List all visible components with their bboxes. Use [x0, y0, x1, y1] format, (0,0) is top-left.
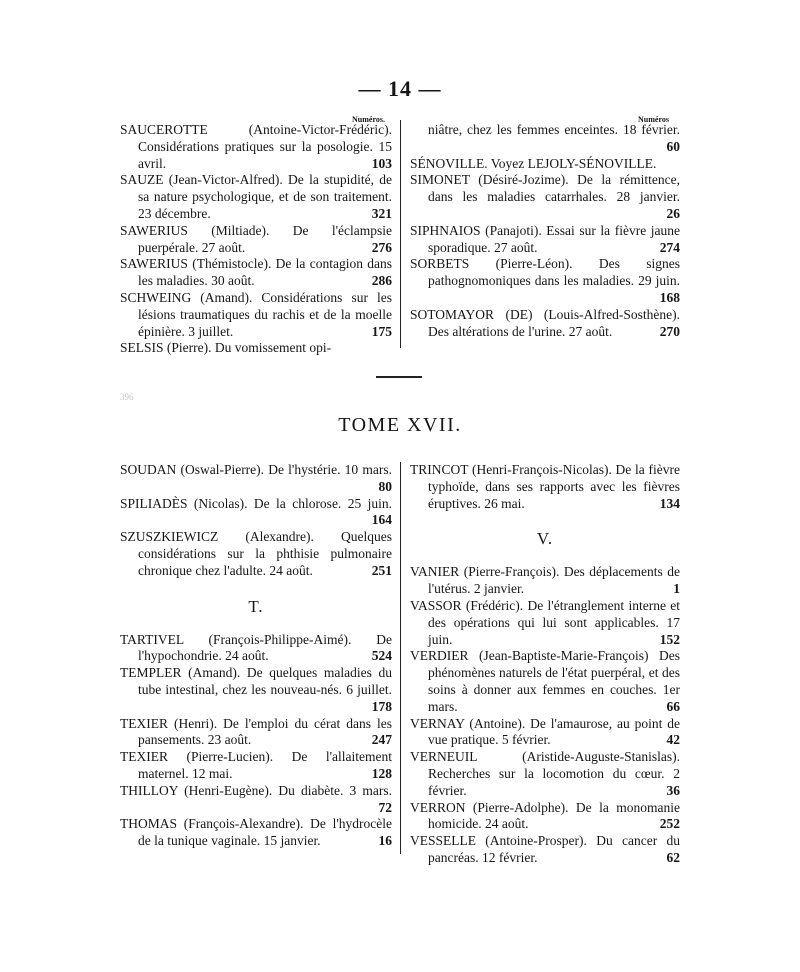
index-entry — [410, 833, 680, 867]
entry-text: TARTIVEL (François-Philippe-Aimé). De l'hypochondrie. 24 août. — [120, 631, 392, 664]
index-entry — [410, 598, 680, 648]
index-entry — [410, 462, 680, 512]
entry-text: TEXIER (Henri). De l'emploi du cérat dans les pansements. 23 août. — [120, 715, 392, 748]
index-entry — [410, 156, 680, 173]
entry-number: 524 — [371, 648, 392, 664]
entry-number: 42 — [666, 732, 680, 748]
entry-number: 36 — [666, 782, 680, 798]
entry-text: VESSELLE (Antoine-Prosper). Du cancer du pancréas. 12 février. — [410, 833, 680, 865]
index-entry — [120, 340, 392, 357]
entry-number: 168 — [659, 289, 680, 305]
index-entry — [120, 172, 392, 222]
entry-text: SAUZE (Jean-Victor-Alfred). De la stupidité, de sa nature psychologique, et de son traitement. 23 décembre. — [120, 172, 392, 221]
index-entry — [120, 462, 392, 496]
entry-number: 72 — [378, 799, 392, 815]
entry-number: 286 — [371, 273, 392, 289]
entry-number: 1 — [673, 581, 680, 597]
index-entry — [120, 716, 392, 750]
column-rule-top — [400, 120, 401, 348]
index-entry — [120, 816, 392, 850]
entry-number: 128 — [371, 765, 392, 781]
index-entry — [120, 749, 392, 783]
letter-heading-v: V. — [536, 529, 554, 549]
entry-number: 60 — [666, 138, 680, 154]
entry-number: 26 — [666, 205, 680, 221]
entry-number: 178 — [371, 698, 392, 714]
entry-text: VASSOR (Frédéric). De l'étranglement interne et des opérations qui lui sont applicables. 17 juin. — [410, 597, 680, 647]
entry-number: 274 — [659, 239, 680, 255]
index-entry — [120, 122, 392, 172]
entry-number: 16 — [378, 833, 392, 849]
entry-text: SOTOMAYOR (DE) (Louis-Alfred-Sosthène). Des altérations de l'urine. 27 août. — [410, 306, 680, 339]
index-entry — [410, 716, 680, 750]
index-entry — [120, 223, 392, 257]
entry-text: SOUDAN (Oswal-Pierre). De l'hystérie. 10 mars. — [120, 462, 392, 477]
entry-number: 175 — [371, 323, 392, 339]
index-entry — [410, 800, 680, 834]
page-number: — 14 — — [358, 76, 442, 101]
index-entry — [410, 223, 680, 257]
entry-text: SORBETS (Pierre-Léon). Des signes pathognomoniques dans les maladies. 29 juin. — [410, 256, 680, 289]
index-entry — [120, 256, 392, 290]
entry-number: 62 — [666, 849, 680, 865]
entry-text: SPILIADÈS (Nicolas). De la chlorose. 25 juin. — [120, 495, 392, 511]
entry-text: VANIER (Pierre-François). Des déplacements de l'utérus. 2 janvier. — [410, 564, 680, 597]
index-entry — [120, 529, 392, 579]
numeros-label-right: Numéros — [638, 115, 669, 124]
top-left-column — [120, 122, 392, 357]
index-entry — [120, 665, 392, 715]
entry-text: SAUCEROTTE (Antoine-Victor-Frédéric). Considérations pratiques sur la posologie. 15 avril. — [120, 122, 392, 171]
tome-title: TOME XVII. — [338, 414, 462, 436]
index-entry — [120, 632, 392, 666]
entry-text: TEXIER (Pierre-Lucien). De l'allaitement maternel. 12 mai. — [120, 749, 392, 781]
entry-number: 134 — [659, 495, 680, 511]
entry-text: VERNAY (Antoine). De l'amaurose, au point de vue pratique. 5 février. — [410, 715, 680, 748]
entry-text: SAWERIUS (Miltiade). De l'éclampsie puerpérale. 27 août. — [120, 222, 392, 255]
index-entry — [410, 564, 680, 598]
letter-heading-t: T. — [248, 596, 264, 616]
index-entry — [410, 749, 680, 799]
entry-text: SZUSZKIEWICZ (Alexandre). Quelques considérations sur la phthisie pulmonaire chronique chez l'adulte. 24 août. — [120, 529, 392, 578]
entry-number: 80 — [378, 478, 392, 494]
index-entry — [410, 122, 680, 156]
entry-text: SÉNOVILLE. Voyez LEJOLY-SÉNOVILLE. — [410, 155, 657, 171]
entry-number: 252 — [659, 816, 680, 832]
faint-mark: 396 — [120, 392, 134, 402]
index-entry — [410, 648, 680, 715]
entry-number: 251 — [371, 562, 392, 578]
entry-number: 270 — [659, 323, 680, 339]
entry-text: SCHWEING (Amand). Considérations sur les lésions traumatiques du rachis et de la moelle épinière. 3 juillet. — [120, 289, 392, 339]
entry-text: TRINCOT (Henri-François-Nicolas). De la fièvre typhoïde, dans ses rapports avec les fièvres éruptives. 26 mai. — [410, 462, 680, 511]
entry-number: 276 — [371, 239, 392, 255]
entry-text: niâtre, chez les femmes enceintes. 18 février. — [428, 122, 680, 137]
entry-number: 247 — [371, 732, 392, 748]
index-entry — [410, 256, 680, 306]
entry-number: 103 — [371, 155, 392, 171]
entry-text: THILLOY (Henri-Eugène). Du diabète. 3 mars. — [120, 782, 392, 798]
bottom-left-column — [120, 462, 392, 850]
section-separator — [376, 376, 422, 378]
index-entry — [120, 290, 392, 340]
entry-text: THOMAS (François-Alexandre). De l'hydrocèle de la tunique vaginale. 15 janvier. — [120, 816, 392, 849]
entry-number: 152 — [659, 631, 680, 647]
entry-text: SELSIS (Pierre). Du vomissement opi- — [120, 340, 332, 356]
entry-text: VERRON (Pierre-Adolphe). De la monomanie homicide. 24 août. — [410, 799, 680, 832]
index-entry — [410, 307, 680, 341]
index-entry — [120, 496, 392, 530]
entry-text: VERDIER (Jean-Baptiste-Marie-François) Des phénomènes naturels de l'état puerpéral, et des soins à donner aux femmes en couches. 1er mars. — [410, 648, 680, 714]
numeros-label-left: Numéros. — [352, 115, 385, 124]
entry-text: SIMONET (Désiré-Jozime). De la rémittence, dans les maladies catarrhales. 28 janvier. — [410, 172, 680, 205]
index-entry — [120, 783, 392, 817]
column-rule-bottom — [400, 462, 401, 854]
entry-text: VERNEUIL (Aristide-Auguste-Stanislas). Recherches sur la locomotion du cœur. 2 février. — [410, 749, 680, 798]
top-right-column — [410, 122, 680, 340]
entry-number: 66 — [666, 698, 680, 714]
bottom-right-column — [410, 462, 680, 867]
entry-text: SIPHNAIOS (Panajoti). Essai sur la fièvre jaune sporadique. 27 août. — [410, 222, 680, 255]
entry-text: SAWERIUS (Thémistocle). De la contagion dans les maladies. 30 août. — [120, 256, 392, 289]
index-entry — [410, 172, 680, 222]
entry-number: 164 — [371, 512, 392, 528]
entry-text: TEMPLER (Amand). De quelques maladies du tube intestinal, chez les nouveau-nés. 6 juillet. — [120, 665, 392, 697]
entry-number: 321 — [371, 205, 392, 221]
